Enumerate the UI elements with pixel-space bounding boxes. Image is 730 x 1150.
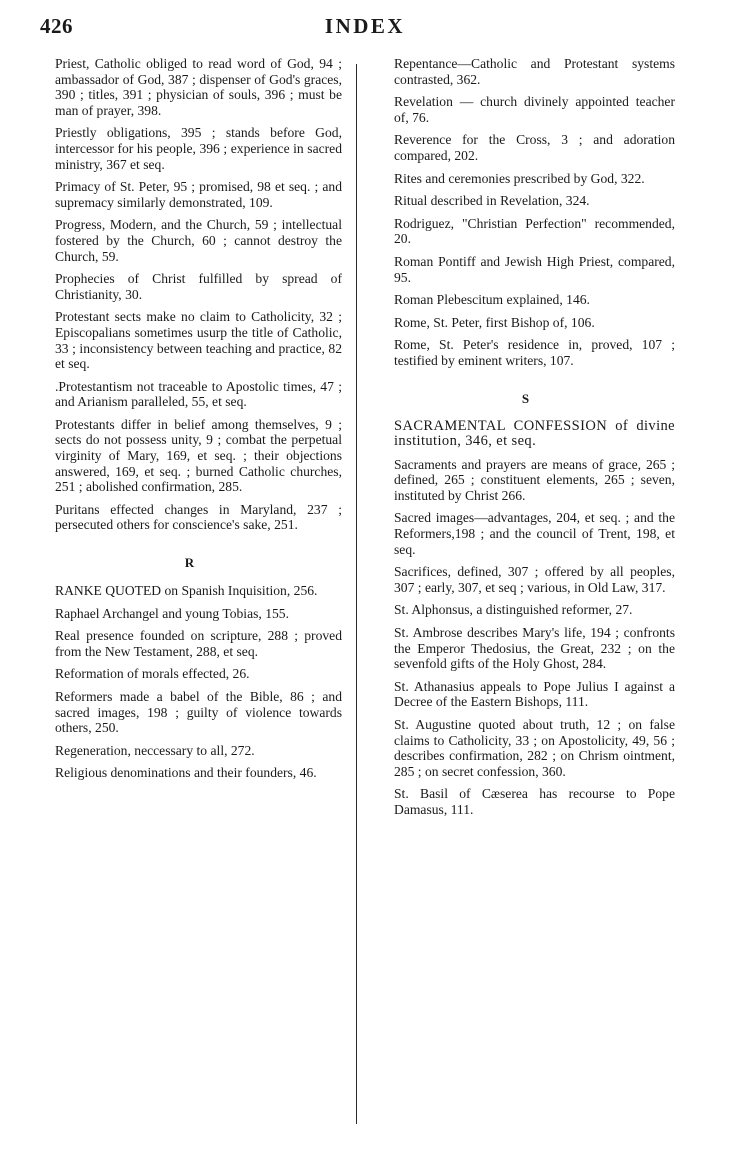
index-entry: Regeneration, neccessary to all, 272. bbox=[55, 742, 255, 758]
index-entry: Sacrifices, defined, 307 ; offered by all peoples, 307 ; early, 307, et seq ; various, in Old Law, 317. bbox=[394, 564, 675, 595]
index-entry: Reformers made a babel of the Bible, 86 ; and sacred images, 198 ; guilty of violence towards others, 250. bbox=[55, 689, 342, 736]
index-entry: Rodriguez, "Christian Perfection" recommended, 20. bbox=[394, 215, 675, 247]
index-entry: St. Ambrose describes Mary's life, 194 ; confronts the Emperor Thedosius, the Great, 232 ; on the sevenfold gifts of the Holy Ghost, 284. bbox=[394, 625, 675, 672]
index-entry: Rites and ceremonies prescribed by God, 322. bbox=[394, 170, 645, 186]
page-title: INDEX bbox=[324, 14, 406, 38]
index-entry: Ritual described in Revelation, 324. bbox=[394, 193, 590, 209]
index-entry: Rome, St. Peter's residence in, proved, 107 ; testified by eminent writers, 107. bbox=[394, 337, 675, 368]
index-entry: Priestly obligations, 395 ; stands before God, intercessor for his people, 396 ; experience in sacred ministry, 367 et seq. bbox=[55, 125, 342, 172]
index-entry: Religious denominations and their founders, 46. bbox=[55, 765, 317, 781]
index-entry: Rome, St. Peter, first Bishop of, 106. bbox=[394, 314, 595, 330]
index-entry: Primacy of St. Peter, 95 ; promised, 98 et seq. ; and supremacy similarly demonstrated, 109. bbox=[55, 179, 342, 210]
index-entry: RANKE QUOTED on Spanish Inquisition, 256. bbox=[55, 583, 318, 599]
index-entry: Progress, Modern, and the Church, 59 ; intellectual fostered by the Church, 60 ; cannot destroy the Church, 59. bbox=[55, 217, 342, 264]
index-entry: Raphael Archangel and young Tobias, 155. bbox=[55, 605, 289, 621]
index-entry: Real presence founded on scripture, 288 ; proved from the New Testament, 288, et seq. bbox=[55, 628, 342, 659]
folio-number: 426 bbox=[40, 14, 73, 38]
index-entry: Repentance—Catholic and Protestant systems contrasted, 362. bbox=[394, 56, 675, 87]
index-entry: Puritans effected changes in Maryland, 237 ; persecuted others for conscience's sake, 251. bbox=[55, 501, 342, 533]
index-entry: Sacred images—advantages, 204, et seq. ; and the Reformers,198 ; and the council of Trent, 198, et seq. bbox=[394, 510, 675, 557]
index-entry: Sacraments and prayers are means of grace, 265 ; defined, 265 ; constituent elements, 265 ; seven, instituted by Christ 266. bbox=[394, 456, 675, 503]
index-entry: SACRAMENTAL CONFESSION of divine institution, 346, et seq. bbox=[394, 417, 675, 450]
index-entry: Priest, Catholic obliged to read word of God, 94 ; ambassador of God, 387 ; dispenser of God's graces, 390 ; titles, 391 ; physician of souls, 396 ; must be man of prayer, 398. bbox=[55, 56, 342, 118]
index-entry: St. Alphonsus, a distinguished reformer, 27. bbox=[394, 602, 633, 618]
index-entry: St. Augustine quoted about truth, 12 ; on false claims to Catholicity, 33 ; on Apostolicity, 49, 56 ; describes confirmation, 282 ; on Chrism ointment, 285 ; on secret confession, 360. bbox=[394, 717, 675, 779]
section-letter-s: S bbox=[521, 390, 531, 406]
right-column bbox=[357, 56, 675, 1126]
index-entry: Protestant sects make no claim to Catholicity, 32 ; Episcopalians sometimes usurp the title of Catholic, 33 ; inconsistency between teaching and practice, 82 et seq. bbox=[55, 309, 342, 372]
index-entry: Prophecies of Christ fulfilled by spread of Christianity, 30. bbox=[55, 271, 342, 302]
index-entry: Roman Plebescitum explained, 146. bbox=[394, 292, 590, 308]
left-column bbox=[38, 56, 356, 1126]
index-entry: Revelation — church divinely appointed teacher of, 76. bbox=[394, 94, 675, 125]
page-header bbox=[0, 0, 730, 56]
index-entry: Reformation of morals effected, 26. bbox=[55, 666, 250, 682]
index-entry: Protestants differ in belief among themselves, 9 ; sects do not possess unity, 9 ; combat the perpetual virginity of Mary, 169, et seq. ; their objections answered, 169, et seq. ; burned Catholic churches, 251 ; abolished confirmation, 285. bbox=[55, 416, 342, 495]
index-entry: St. Basil of Cæserea has recourse to Pope Damasus, 111. bbox=[394, 786, 675, 817]
index-entry: .Protestantism not traceable to Apostolic times, 47 ; and Arianism paralleled, 55, et seq. bbox=[55, 378, 342, 410]
index-entry: Reverence for the Cross, 3 ; and adoration compared, 202. bbox=[394, 132, 675, 163]
index-entry: Roman Pontiff and Jewish High Priest, compared, 95. bbox=[394, 253, 675, 285]
index-columns bbox=[0, 56, 730, 1126]
section-letter-r: R bbox=[184, 555, 196, 571]
index-entry: St. Athanasius appeals to Pope Julius I against a Decree of the Eastern Bishops, 111. bbox=[394, 678, 675, 710]
